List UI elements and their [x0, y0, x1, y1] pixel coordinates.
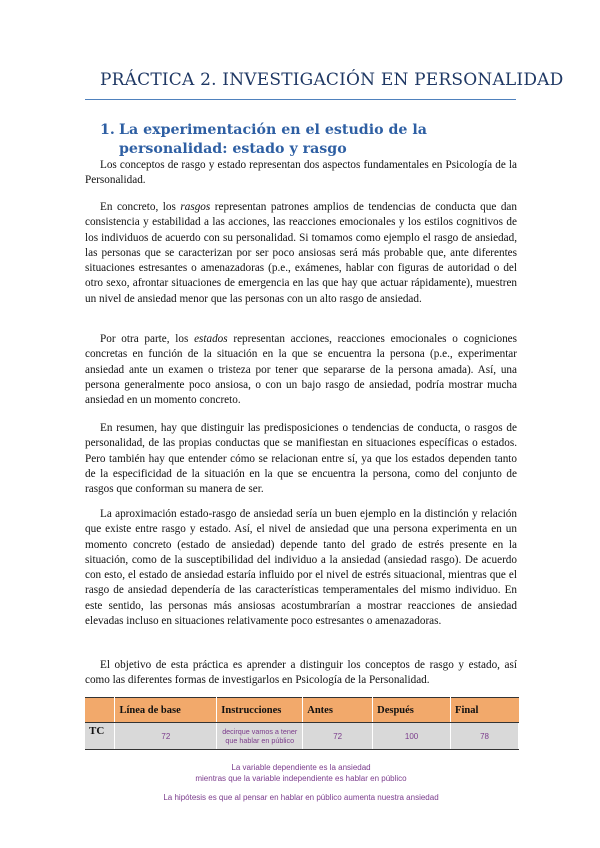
page-title: PRÁCTICA 2. INVESTIGACIÓN EN PERSONALIDAD: [100, 70, 564, 90]
annotation-hypothesis: La hipótesis es que al pensar en hablar en público aumenta nuestra ansiedad: [163, 793, 439, 802]
paragraph-3-lead: Por otra parte, los: [100, 333, 195, 345]
annotation-dependent-variable: La variable dependiente es la ansiedad: [231, 763, 371, 772]
section-heading: [100, 121, 519, 159]
table-cell-despues: 100: [373, 723, 451, 750]
term-estados: estados: [194, 333, 228, 345]
table-header-instrucciones: Instrucciones: [217, 698, 303, 723]
table-header-empty: [85, 698, 115, 723]
table-cell-final: 78: [451, 723, 519, 750]
table-row: [85, 723, 519, 750]
table-header-row: [85, 698, 519, 723]
paragraph-6-text: El objetivo de esta práctica es aprender a distinguir los conceptos de rasgo y estado, así como las diferentes formas de investigarlos en Psicología de la Personalidad.: [85, 659, 517, 687]
paragraph-1-text: Los conceptos de rasgo y estado representan dos aspectos fundamentales en Psicología de la Personalidad.: [85, 159, 517, 187]
paragraph-1: [85, 158, 517, 189]
term-rasgos: rasgos: [180, 201, 211, 213]
section-heading-text: La experimentación en el estudio de la personalidad: estado y rasgo: [119, 122, 427, 157]
table-cell-antes: 72: [303, 723, 373, 750]
paragraph-2: [85, 200, 517, 307]
table-header-linea-de-base: Línea de base: [115, 698, 217, 723]
paragraph-3: [85, 332, 517, 408]
table-header-final: Final: [451, 698, 519, 723]
paragraph-4: [85, 421, 517, 497]
table-header-despues: Después: [373, 698, 451, 723]
results-table: [85, 697, 519, 750]
table-cell-linea-de-base: 72: [115, 723, 217, 750]
paragraph-4-text: En resumen, hay que distinguir las predisposiciones o tendencias de conducta, o rasgos de personalidad, de las propias conductas que se manifiestan en situaciones específicas o estados. Pero también hay que entender cómo se relacionan entre sí, ya que los estados dependen tanto de la especificidad de la situación en la que se encuentra la persona, como del conjunto de rasgos que conforman su manera de ser.: [85, 422, 517, 496]
title-divider: [85, 99, 516, 100]
paragraph-3-body: representan acciones, reacciones emocionales o cogniciones concretas en función de la situación en la que se encuentra la persona (p.e., experimentar ansiedad ante un examen o tristeza por tener que separarse de la persona amada). Así, una persona generalmente poco ansiosa, o con un bajo rasgo de ansiedad, podría mostrar mucha ansiedad en un momento concreto.: [85, 333, 517, 407]
annotation-independent-variable: mientras que la variable independiente es hablar en público: [195, 774, 407, 783]
paragraph-5-text: La aproximación estado-rasgo de ansiedad sería un buen ejemplo en la distinción y relación que existe entre rasgo y estado. Así, el nivel de ansiedad que una persona experimenta en un momento concreto (estado de ansiedad) depende tanto del grado de estrés presente en la situación, como de la susceptibilidad del individuo a la ansiedad (ansiedad rasgo). De acuerdo con esto, el estado de ansiedad estaría influido por el nivel de estrés situacional, mientras que el rasgo de ansiedad dependería de las características temperamentales del mismo individuo. En este sentido, las personas más ansiosas acostumbrarían a mostrar reacciones de ansiedad elevadas incluso en situaciones relativamente poco estresantes o amenazadoras.: [85, 508, 517, 628]
paragraph-2-lead: En concreto, los: [100, 201, 181, 213]
table-cell-instrucciones: decirque vamos a tener que hablar en público: [217, 723, 303, 750]
paragraph-2-body: representan patrones amplios de tendencias de conducta que dan consistencia y estabilidad a las acciones, las reacciones emocionales y los estilos cognitivos de los individuos de acuerdo con su personalidad. Si tomamos como ejemplo el rasgo de ansiedad, las personas que se caracterizan por ser poco ansiosas será más probable que, ante diferentes situaciones estresantes o amenazadoras (p.e., exámenes, hablar con figuras de autoridad o del otro sexo, afrontar situaciones de emergencia en las que hay que actuar rápidamente), muestren un nivel de ansiedad menor que las personas con un alto rasgo de ansiedad.: [85, 201, 517, 305]
paragraph-6: [85, 658, 517, 689]
section-number: 1.: [100, 122, 115, 138]
paragraph-5: [85, 507, 517, 629]
table-row-label: TC: [85, 723, 115, 750]
table-header-antes: Antes: [303, 698, 373, 723]
